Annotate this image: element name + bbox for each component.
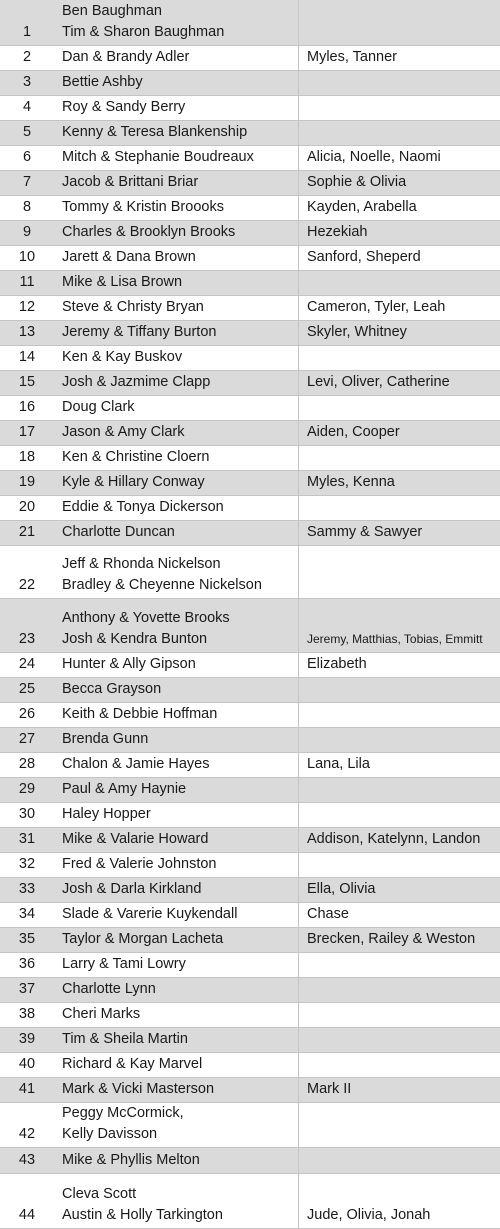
children-names-cell[interactable] bbox=[299, 977, 500, 1002]
family-name-line: Cheri Marks bbox=[62, 1004, 294, 1025]
children-names-cell[interactable] bbox=[299, 120, 500, 145]
children-names-cell[interactable] bbox=[299, 270, 500, 295]
family-name-line: Fred & Valerie Johnston bbox=[62, 854, 294, 875]
table-row bbox=[0, 1002, 500, 1027]
family-name-line: Chalon & Jamie Hayes bbox=[62, 754, 294, 775]
family-name-line: Ken & Christine Cloern bbox=[62, 447, 294, 468]
family-name-cell[interactable] bbox=[54, 520, 299, 545]
children-names-cell[interactable] bbox=[299, 395, 500, 420]
family-name-cell[interactable] bbox=[54, 1147, 299, 1173]
children-names-cell[interactable] bbox=[299, 1102, 500, 1147]
family-name-cell[interactable] bbox=[54, 445, 299, 470]
children-names-cell[interactable]: Jude, Olivia, Jonah bbox=[299, 1173, 500, 1228]
row-number-cell[interactable]: 39 bbox=[0, 1027, 54, 1052]
table-row bbox=[0, 1147, 500, 1173]
row-number-cell[interactable]: 10 bbox=[0, 245, 54, 270]
family-name-line: Jacob & Brittani Briar bbox=[62, 172, 294, 193]
children-names-cell[interactable]: Sammy & Sawyer bbox=[299, 520, 500, 545]
family-name-cell[interactable] bbox=[54, 45, 299, 70]
family-name-line: Hunter & Ally Gipson bbox=[62, 654, 294, 675]
family-name-cell[interactable] bbox=[54, 120, 299, 145]
family-name-cell[interactable] bbox=[54, 345, 299, 370]
family-name-line: Peggy McCormick, bbox=[62, 1103, 294, 1124]
children-names-cell[interactable]: Cameron, Tyler, Leah bbox=[299, 295, 500, 320]
table-row bbox=[0, 952, 500, 977]
children-names-cell[interactable] bbox=[299, 852, 500, 877]
children-names-cell[interactable] bbox=[299, 1147, 500, 1173]
family-name-cell[interactable] bbox=[54, 1102, 299, 1147]
children-names-cell[interactable] bbox=[299, 777, 500, 802]
table-row bbox=[0, 395, 500, 420]
family-name-cell[interactable] bbox=[54, 470, 299, 495]
children-names-cell[interactable]: Myles, Kenna bbox=[299, 470, 500, 495]
row-number-cell[interactable]: 25 bbox=[0, 677, 54, 702]
family-name-cell[interactable] bbox=[54, 170, 299, 195]
table-row bbox=[0, 245, 500, 270]
table-row bbox=[0, 827, 500, 852]
family-name-cell[interactable] bbox=[54, 777, 299, 802]
family-name-line: Keith & Debbie Hoffman bbox=[62, 704, 294, 725]
family-name-line: Richard & Kay Marvel bbox=[62, 1054, 294, 1075]
family-name-cell[interactable] bbox=[54, 145, 299, 170]
row-number-cell[interactable]: 23 bbox=[0, 598, 54, 652]
children-names-cell[interactable]: Jeremy, Matthias, Tobias, Emmitt bbox=[299, 598, 500, 652]
children-names-cell[interactable] bbox=[299, 495, 500, 520]
family-name-line: Steve & Christy Bryan bbox=[62, 297, 294, 318]
table-row bbox=[0, 0, 500, 45]
row-number-cell[interactable]: 18 bbox=[0, 445, 54, 470]
children-names-cell[interactable] bbox=[299, 1052, 500, 1077]
family-name-cell[interactable] bbox=[54, 295, 299, 320]
family-name-line: Bradley & Cheyenne Nickelson bbox=[62, 575, 294, 596]
family-name-cell[interactable] bbox=[54, 977, 299, 1002]
children-names-cell[interactable] bbox=[299, 445, 500, 470]
table-row bbox=[0, 95, 500, 120]
table-row bbox=[0, 802, 500, 827]
family-name-line: Kenny & Teresa Blankenship bbox=[62, 122, 294, 143]
row-number-cell[interactable]: 17 bbox=[0, 420, 54, 445]
table-row bbox=[0, 345, 500, 370]
family-name-cell[interactable] bbox=[54, 677, 299, 702]
family-name-line: Ben Baughman bbox=[62, 1, 294, 22]
table-row bbox=[0, 752, 500, 777]
row-number-cell[interactable]: 19 bbox=[0, 470, 54, 495]
family-name-line: Bettie Ashby bbox=[62, 72, 294, 93]
table-row bbox=[0, 445, 500, 470]
family-name-line: Doug Clark bbox=[62, 397, 294, 418]
family-name-line: Josh & Kendra Bunton bbox=[62, 629, 294, 650]
table-row bbox=[0, 420, 500, 445]
table-row bbox=[0, 677, 500, 702]
row-number-cell[interactable]: 13 bbox=[0, 320, 54, 345]
family-name-cell[interactable] bbox=[54, 95, 299, 120]
row-number-cell[interactable]: 32 bbox=[0, 852, 54, 877]
row-number-cell[interactable]: 38 bbox=[0, 1002, 54, 1027]
row-number-cell[interactable]: 8 bbox=[0, 195, 54, 220]
table-row bbox=[0, 777, 500, 802]
table-row bbox=[0, 45, 500, 70]
row-number-cell[interactable]: 34 bbox=[0, 902, 54, 927]
family-name-line: Anthony & Yovette Brooks bbox=[62, 608, 294, 629]
family-name-cell[interactable] bbox=[54, 270, 299, 295]
children-names-cell[interactable]: Lana, Lila bbox=[299, 752, 500, 777]
children-names-cell[interactable]: Alicia, Noelle, Naomi bbox=[299, 145, 500, 170]
row-number-cell[interactable]: 22 bbox=[0, 545, 54, 598]
table-row bbox=[0, 1077, 500, 1102]
children-names-cell[interactable] bbox=[299, 1027, 500, 1052]
family-name-cell[interactable] bbox=[54, 727, 299, 752]
row-number-cell[interactable]: 24 bbox=[0, 652, 54, 677]
family-name-line: Kelly Davisson bbox=[62, 1124, 294, 1145]
table-row bbox=[0, 295, 500, 320]
family-name-cell[interactable] bbox=[54, 320, 299, 345]
row-number-cell[interactable]: 20 bbox=[0, 495, 54, 520]
family-name-cell[interactable] bbox=[54, 952, 299, 977]
row-number-cell[interactable]: 5 bbox=[0, 120, 54, 145]
children-names-cell[interactable] bbox=[299, 345, 500, 370]
table-row bbox=[0, 220, 500, 245]
row-number-cell[interactable]: 37 bbox=[0, 977, 54, 1002]
family-name-line: Charlotte Lynn bbox=[62, 979, 294, 1000]
family-name-line: Larry & Tami Lowry bbox=[62, 954, 294, 975]
family-name-line: Josh & Darla Kirkland bbox=[62, 879, 294, 900]
family-name-cell[interactable] bbox=[54, 1077, 299, 1102]
children-names-cell[interactable]: Ella, Olivia bbox=[299, 877, 500, 902]
family-name-cell[interactable] bbox=[54, 1173, 299, 1228]
row-number-cell[interactable]: 7 bbox=[0, 170, 54, 195]
family-name-line: Jarett & Dana Brown bbox=[62, 247, 294, 268]
children-names-cell[interactable] bbox=[299, 1002, 500, 1027]
family-name-line: Eddie & Tonya Dickerson bbox=[62, 497, 294, 518]
table-row bbox=[0, 1102, 500, 1147]
row-number-cell[interactable]: 12 bbox=[0, 295, 54, 320]
family-name-line: Mike & Valarie Howard bbox=[62, 829, 294, 850]
row-number-cell[interactable]: 28 bbox=[0, 752, 54, 777]
children-names-cell[interactable]: Myles, Tanner bbox=[299, 45, 500, 70]
row-number-cell[interactable]: 15 bbox=[0, 370, 54, 395]
children-names-cell[interactable]: Aiden, Cooper bbox=[299, 420, 500, 445]
row-number-cell[interactable]: 36 bbox=[0, 952, 54, 977]
family-name-cell[interactable] bbox=[54, 1052, 299, 1077]
family-name-line: Mitch & Stephanie Boudreaux bbox=[62, 147, 294, 168]
family-name-line: Josh & Jazmime Clapp bbox=[62, 372, 294, 393]
children-names-cell[interactable]: Mark II bbox=[299, 1077, 500, 1102]
row-number-cell[interactable]: 42 bbox=[0, 1102, 54, 1147]
family-name-cell[interactable] bbox=[54, 702, 299, 727]
table-row bbox=[0, 170, 500, 195]
table-row bbox=[0, 545, 500, 598]
table-row bbox=[0, 520, 500, 545]
table-row bbox=[0, 977, 500, 1002]
family-name-line: Mike & Lisa Brown bbox=[62, 272, 294, 293]
table-row bbox=[0, 320, 500, 345]
children-names-cell[interactable] bbox=[299, 952, 500, 977]
row-number-cell[interactable]: 30 bbox=[0, 802, 54, 827]
family-name-cell[interactable] bbox=[54, 70, 299, 95]
table-row bbox=[0, 370, 500, 395]
table-row bbox=[0, 1173, 500, 1228]
family-name-line: Paul & Amy Haynie bbox=[62, 779, 294, 800]
family-name-line: Charlotte Duncan bbox=[62, 522, 294, 543]
row-number-cell[interactable]: 21 bbox=[0, 520, 54, 545]
row-number-cell[interactable]: 9 bbox=[0, 220, 54, 245]
table-row bbox=[0, 598, 500, 652]
children-names-cell[interactable]: Skyler, Whitney bbox=[299, 320, 500, 345]
children-names-cell[interactable]: Chase bbox=[299, 902, 500, 927]
row-number-cell[interactable]: 11 bbox=[0, 270, 54, 295]
family-name-line: Jason & Amy Clark bbox=[62, 422, 294, 443]
family-name-cell[interactable] bbox=[54, 752, 299, 777]
children-names-cell[interactable]: Levi, Oliver, Catherine bbox=[299, 370, 500, 395]
children-names-cell[interactable] bbox=[299, 802, 500, 827]
table-row bbox=[0, 877, 500, 902]
row-number-cell[interactable]: 29 bbox=[0, 777, 54, 802]
family-name-cell[interactable] bbox=[54, 495, 299, 520]
children-names-cell[interactable]: Hezekiah bbox=[299, 220, 500, 245]
family-name-cell[interactable] bbox=[54, 0, 299, 45]
table-row bbox=[0, 927, 500, 952]
family-name-line: Roy & Sandy Berry bbox=[62, 97, 294, 118]
children-names-cell[interactable]: Addison, Katelynn, Landon bbox=[299, 827, 500, 852]
row-number-cell[interactable]: 27 bbox=[0, 727, 54, 752]
family-name-cell[interactable] bbox=[54, 802, 299, 827]
family-name-cell[interactable] bbox=[54, 598, 299, 652]
children-names-cell[interactable]: Kayden, Arabella bbox=[299, 195, 500, 220]
children-names-cell[interactable] bbox=[299, 95, 500, 120]
family-name-line: Tommy & Kristin Broooks bbox=[62, 197, 294, 218]
family-name-line: Jeff & Rhonda Nickelson bbox=[62, 554, 294, 575]
family-name-cell[interactable] bbox=[54, 1002, 299, 1027]
row-number-cell[interactable]: 33 bbox=[0, 877, 54, 902]
children-names-cell[interactable] bbox=[299, 677, 500, 702]
family-name-line: Tim & Sharon Baughman bbox=[62, 22, 294, 43]
row-number-cell[interactable]: 26 bbox=[0, 702, 54, 727]
children-names-cell[interactable]: Sanford, Sheperd bbox=[299, 245, 500, 270]
table-row bbox=[0, 652, 500, 677]
family-name-cell[interactable] bbox=[54, 220, 299, 245]
table-row bbox=[0, 1027, 500, 1052]
table-row bbox=[0, 495, 500, 520]
family-name-cell[interactable] bbox=[54, 420, 299, 445]
table-row bbox=[0, 120, 500, 145]
family-name-cell[interactable] bbox=[54, 545, 299, 598]
table-row bbox=[0, 727, 500, 752]
family-name-line: Dan & Brandy Adler bbox=[62, 47, 294, 68]
table-row bbox=[0, 145, 500, 170]
family-name-cell[interactable] bbox=[54, 827, 299, 852]
children-names-cell[interactable] bbox=[299, 727, 500, 752]
family-name-cell[interactable] bbox=[54, 927, 299, 952]
table-row bbox=[0, 1052, 500, 1077]
family-name-line: Charles & Brooklyn Brooks bbox=[62, 222, 294, 243]
children-names-cell[interactable] bbox=[299, 545, 500, 598]
table-row bbox=[0, 470, 500, 495]
row-number-cell[interactable]: 4 bbox=[0, 95, 54, 120]
family-name-line: Tim & Sheila Martin bbox=[62, 1029, 294, 1050]
children-names-cell[interactable] bbox=[299, 702, 500, 727]
row-number-cell[interactable]: 41 bbox=[0, 1077, 54, 1102]
row-number-cell[interactable]: 40 bbox=[0, 1052, 54, 1077]
table-row bbox=[0, 270, 500, 295]
children-names-cell[interactable]: Elizabeth bbox=[299, 652, 500, 677]
family-name-line: Jeremy & Tiffany Burton bbox=[62, 322, 294, 343]
family-name-cell[interactable] bbox=[54, 877, 299, 902]
row-number-cell[interactable]: 6 bbox=[0, 145, 54, 170]
children-names-cell[interactable]: Sophie & Olivia bbox=[299, 170, 500, 195]
family-name-line: Cleva Scott bbox=[62, 1184, 294, 1205]
family-name-line: Taylor & Morgan Lacheta bbox=[62, 929, 294, 950]
row-number-cell[interactable]: 3 bbox=[0, 70, 54, 95]
family-name-line: Becca Grayson bbox=[62, 679, 294, 700]
family-name-line: Haley Hopper bbox=[62, 804, 294, 825]
row-number-cell[interactable]: 1 bbox=[0, 0, 54, 45]
family-name-cell[interactable] bbox=[54, 902, 299, 927]
children-names-cell[interactable]: Brecken, Railey & Weston bbox=[299, 927, 500, 952]
family-name-line: Brenda Gunn bbox=[62, 729, 294, 750]
row-number-cell[interactable]: 14 bbox=[0, 345, 54, 370]
family-name-cell[interactable] bbox=[54, 370, 299, 395]
row-number-cell[interactable]: 43 bbox=[0, 1147, 54, 1173]
family-name-cell[interactable] bbox=[54, 245, 299, 270]
family-name-cell[interactable] bbox=[54, 195, 299, 220]
row-number-cell[interactable]: 31 bbox=[0, 827, 54, 852]
family-name-cell[interactable] bbox=[54, 852, 299, 877]
family-name-cell[interactable] bbox=[54, 395, 299, 420]
table-row bbox=[0, 702, 500, 727]
family-name-line: Austin & Holly Tarkington bbox=[62, 1205, 294, 1226]
family-name-line: Mark & Vicki Masterson bbox=[62, 1079, 294, 1100]
table-row bbox=[0, 195, 500, 220]
table-row bbox=[0, 902, 500, 927]
family-name-cell[interactable] bbox=[54, 1027, 299, 1052]
family-name-cell[interactable] bbox=[54, 652, 299, 677]
family-name-line: Ken & Kay Buskov bbox=[62, 347, 294, 368]
family-name-line: Mike & Phyllis Melton bbox=[62, 1150, 294, 1171]
children-names-cell[interactable] bbox=[299, 0, 500, 45]
table-row bbox=[0, 70, 500, 95]
row-number-cell[interactable]: 35 bbox=[0, 927, 54, 952]
table-row bbox=[0, 852, 500, 877]
row-number-cell[interactable]: 16 bbox=[0, 395, 54, 420]
children-names-cell[interactable] bbox=[299, 70, 500, 95]
row-number-cell[interactable]: 2 bbox=[0, 45, 54, 70]
row-number-cell[interactable]: 44 bbox=[0, 1173, 54, 1228]
family-name-line: Slade & Varerie Kuykendall bbox=[62, 904, 294, 925]
family-name-line: Kyle & Hillary Conway bbox=[62, 472, 294, 493]
